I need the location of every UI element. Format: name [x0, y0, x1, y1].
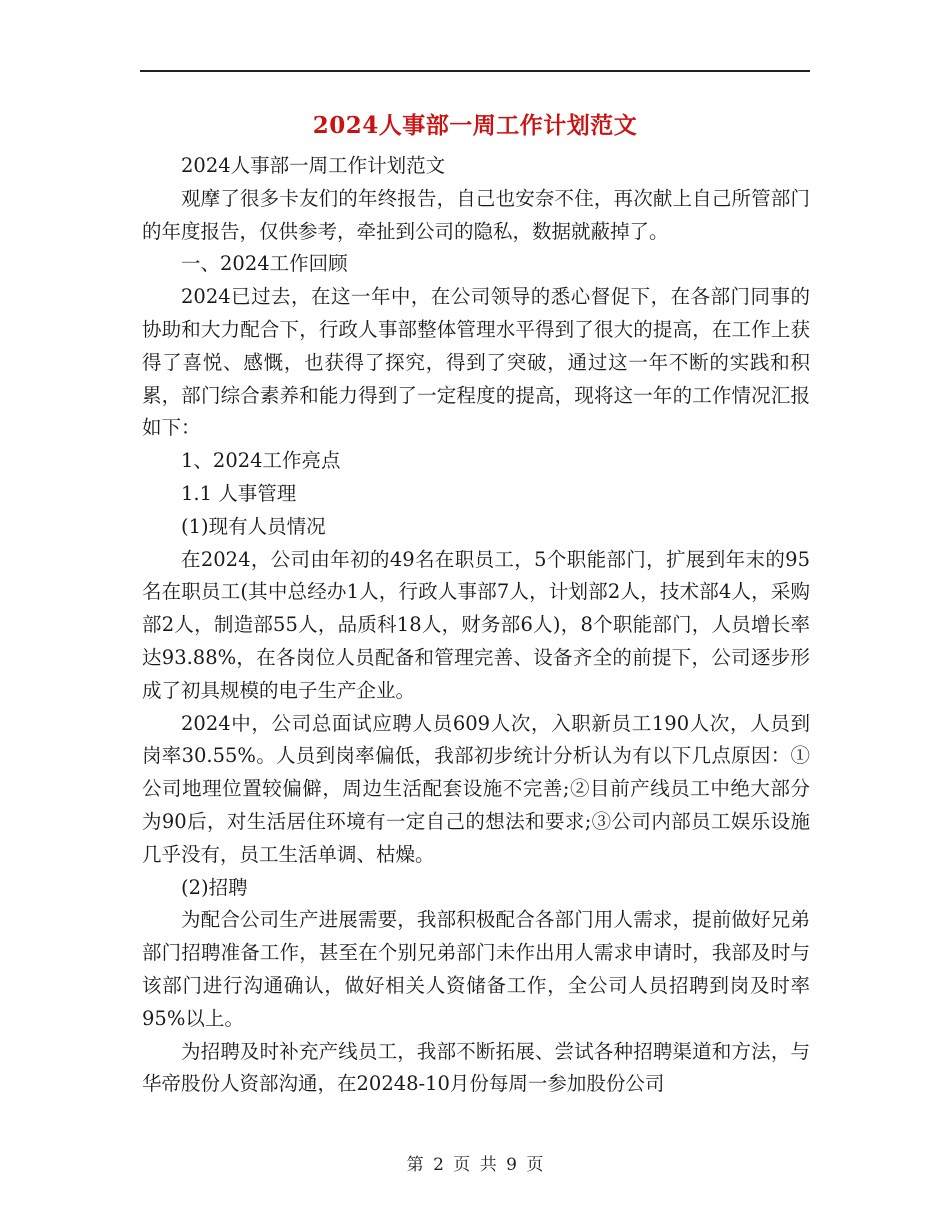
paragraph: 为配合公司生产进展需要，我部积极配合各部门用人需求，提前做好兄弟部门招聘准备工作，甚至在个别兄弟部门未作出用人需求申请时，我部及时与该部门进行沟通确认，做好相关人资储备工作，全公司人员招聘到岗及时率95%以上。	[142, 908, 810, 1030]
subsection-heading: (2)招聘	[181, 875, 248, 899]
paragraph: 2024中，公司总面试应聘人员609人次，入职新员工190人次，人员到岗率30.55%。人员到岗率偏低，我部初步统计分析认为有以下几点原因：①公司地理位置较偏僻，周边生活配套设施不完善;②目前产线员工中绝大部分为90后，对生活居住环境有一定自己的想法和要求;③公司内部员工娱乐设施几乎没有，员工生活单调、枯燥。	[142, 711, 810, 866]
subsection-heading: (1)现有人员情况	[181, 514, 326, 538]
paragraph: 在2024，公司由年初的49名在职员工，5个职能部门，扩展到年末的95名在职员工(其中总经办1人，行政人事部7人，计划部2人，技术部4人，采购部2人，制造部55人，品质科18人，财务部6人)，8个职能部门，人员增长率达93.88%，在各岗位人员配备和管理完善、设备齐全的前提下，公司逐步形成了初具规模的电子生产企业。	[142, 547, 810, 702]
document-body	[142, 150, 810, 1101]
paragraph: 观摩了很多卡友们的年终报告，自己也安奈不住，再次献上自己所管部门的年度报告，仅供参考，牵扯到公司的隐私，数据就蔽掉了。	[142, 186, 810, 243]
section-heading: 一、2024工作回顾	[181, 252, 348, 276]
paragraph: 2024已过去，在这一年中，在公司领导的悉心督促下，在各部门同事的协助和大力配合下，行政人事部整体管理水平得到了很大的提高，在工作上获得了喜悦、感慨，也获得了探究，得到了突破，通过这一年不断的实践和积累，部门综合素养和能力得到了一定程度的提高，现将这一年的工作情况汇报如下：	[142, 285, 810, 440]
subsection-heading: 1、2024工作亮点	[181, 449, 341, 473]
header-rule	[140, 70, 810, 72]
paragraph: 为招聘及时补充产线员工，我部不断拓展、尝试各种招聘渠道和方法，与华帝股份人资部沟通，在20248-10月份每周一参加股份公司	[142, 1039, 810, 1096]
page-number: 第 2 页 共 9 页	[406, 1155, 544, 1175]
subsection-heading: 1.1 人事管理	[181, 481, 297, 505]
document-title: 2024人事部一周工作计划范文	[312, 112, 638, 139]
paragraph: 2024人事部一周工作计划范文	[181, 154, 446, 177]
